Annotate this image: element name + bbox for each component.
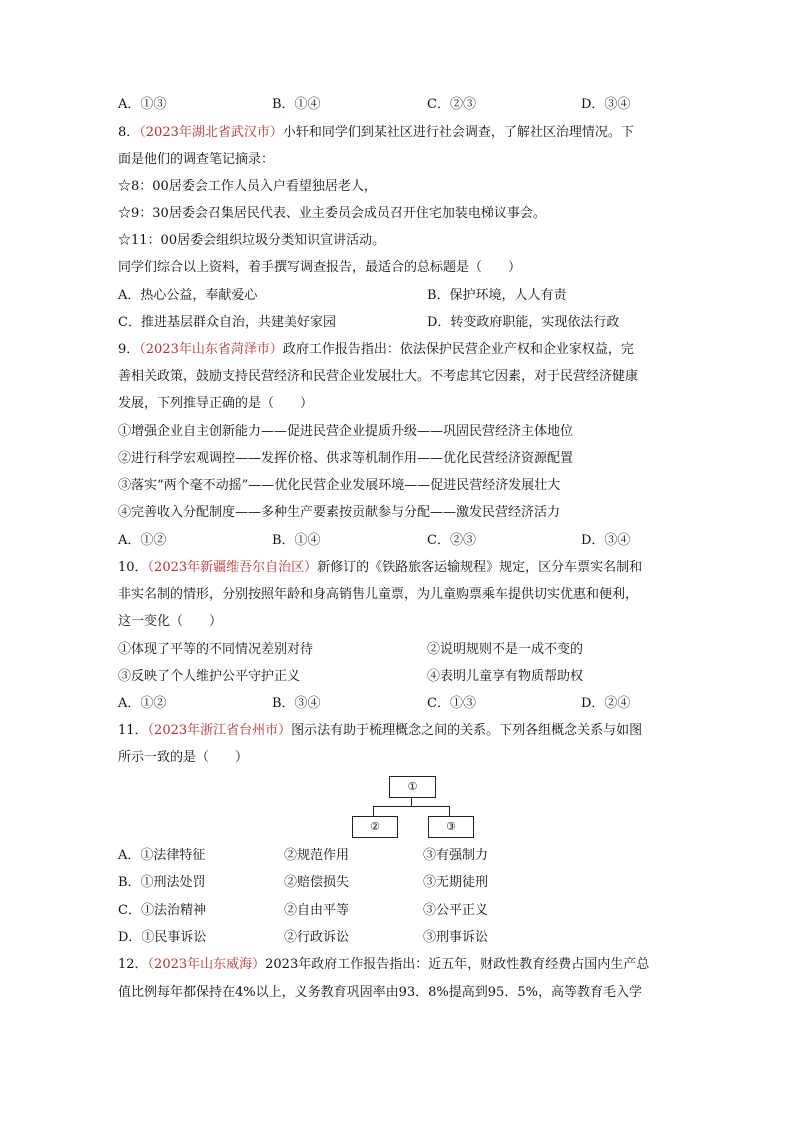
q11-option-d-3: ③刑事诉讼 — [423, 930, 489, 945]
q8-number: 8． — [118, 125, 140, 140]
q10-stem-line-1 — [118, 559, 642, 577]
q10-item-3: ③反映了个人维护公平守护正义 — [118, 669, 301, 684]
q8-option-a: A．热心公益，奉献爱心 — [118, 288, 258, 303]
q8-option-c: C．推进基层群众自治，共建美好家园 — [118, 315, 336, 330]
diagram-connector-left — [373, 806, 374, 816]
q9-stem-3: 发展，下列推导正确的是（ ） — [118, 396, 314, 411]
q11-number: 11． — [118, 723, 148, 738]
q9-item-2: ②进行科学宏观调控——发挥价格、供求等机制作用——优化民营经济资源配置 — [118, 451, 574, 466]
q10-stem-1: 新修订的《铁路旅客运输规程》规定，区分车票实名制和 — [317, 560, 643, 575]
q11-option-a-2: ②规范作用 — [284, 848, 350, 863]
q9-option-a: A．①② — [118, 533, 167, 548]
q12-stem-2: 值比例每年都保持在4%以上，义务教育巩固率由93．8%提高到95．5%，高等教育毛入学 — [118, 985, 642, 1000]
q7-option-a: A．①③ — [118, 97, 167, 112]
q7-option-c: C．②③ — [427, 97, 476, 112]
q9-option-c: C．②③ — [427, 533, 476, 548]
diagram-connector-vertical — [411, 798, 412, 806]
q8-option-b: B．保护环境，人人有责 — [427, 288, 567, 303]
q11-option-a-1: A．①法律特征 — [118, 848, 206, 863]
q8-option-d: D．转变政府职能，实现依法行政 — [427, 315, 620, 330]
q11-option-c-2: ②自由平等 — [284, 903, 350, 918]
q11-option-a-3: ③有强制力 — [423, 848, 489, 863]
q8-note-2: ☆9：30居委会召集居民代表、业主委员会成员召开住宅加装电梯议事会。 — [118, 206, 546, 221]
q10-item-2: ②说明规则不是一成不变的 — [427, 642, 584, 657]
q9-item-4: ④完善收入分配制度——多种生产要素按贡献参与分配——激发民营经济活力 — [118, 505, 561, 520]
q8-stem-line-1 — [118, 124, 634, 142]
q8-note-3: ☆11：00居委会组织垃圾分类知识宣讲活动。 — [118, 233, 386, 248]
q8-stem-1: 小轩和同学们到某社区进行社会调查，了解社区治理情况。下 — [282, 125, 634, 140]
q8-note-1: ☆8：00居委会工作人员入户看望独居老人， — [118, 179, 377, 194]
q10-source: （2023年新疆维吾尔自治区） — [147, 560, 318, 575]
diagram-connector-horizontal — [373, 806, 450, 807]
diagram-left-box: ② — [352, 816, 398, 838]
q10-item-4: ④表明儿童享有物质帮助权 — [427, 669, 584, 684]
q11-stem-1: 图示法有助于梳理概念之间的关系。下列各组概念关系与如图 — [291, 723, 643, 738]
q10-stem-2: 非实名制的情形，分别按照年龄和身高销售儿童票，为儿童购票乘车提供切实优惠和便利， — [118, 587, 639, 602]
q9-number: 9． — [118, 342, 140, 357]
q12-stem-line-1 — [118, 956, 649, 974]
q10-number: 10． — [118, 560, 148, 575]
q9-item-3: ③落实“两个毫不动摇”——优化民营企业发展环境——促进民营经济发展壮大 — [118, 478, 561, 493]
q8-stem-2: 面是他们的调查笔记摘录： — [118, 152, 275, 167]
q9-stem-2: 善相关政策，鼓励支持民营经济和民营企业发展壮大。不考虑其它因素，对于民营经济健康 — [118, 369, 639, 384]
q8-question: 同学们综合以上资料，着手撰写调查报告，最适合的总标题是（ ） — [118, 260, 522, 275]
q8-source: （2023年湖北省武汉市） — [139, 125, 283, 140]
q10-item-1: ①体现了平等的不同情况差别对待 — [118, 642, 314, 657]
diagram-top-box: ① — [389, 776, 436, 798]
q12-source: （2023年山东威海） — [147, 957, 266, 972]
q7-option-d: D．③④ — [581, 97, 631, 112]
q10-option-d: D．②④ — [581, 696, 631, 711]
q11-option-b-2: ②赔偿损失 — [284, 875, 350, 890]
q9-stem-line-1 — [118, 341, 634, 359]
q9-option-d: D．③④ — [581, 533, 631, 548]
q9-source: （2023年山东省菏泽市） — [139, 342, 283, 357]
q11-option-c-3: ③公平正义 — [423, 903, 489, 918]
q10-option-c: C．①③ — [427, 696, 476, 711]
q11-stem-2: 所示一致的是（ ） — [118, 750, 249, 765]
q11-option-c-1: C．①法治精神 — [118, 903, 206, 918]
q11-option-b-1: B．①刑法处罚 — [118, 875, 206, 890]
q9-option-b: B．①④ — [272, 533, 321, 548]
q10-stem-3: 这一变化（ ） — [118, 614, 223, 629]
diagram-connector-right — [449, 806, 450, 816]
q10-option-b: B．③④ — [272, 696, 321, 711]
q9-item-1: ①增强企业自主创新能力——促进民营企业提质升级——巩固民营经济主体地位 — [118, 424, 574, 439]
q10-option-a: A．①② — [118, 696, 167, 711]
q11-option-b-3: ③无期徒刑 — [423, 875, 489, 890]
q11-stem-line-1 — [118, 722, 642, 740]
q12-stem-1: 2023年政府工作报告指出：近五年，财政性教育经费占国内生产总 — [265, 957, 650, 972]
q7-option-b: B．①④ — [272, 97, 321, 112]
q9-stem-1: 政府工作报告指出：依法保护民营企业产权和企业家权益，完 — [282, 342, 634, 357]
q11-option-d-2: ②行政诉讼 — [284, 930, 350, 945]
q11-source: （2023年浙江省台州市） — [147, 723, 292, 738]
diagram-right-box: ③ — [428, 816, 474, 838]
q11-option-d-1: D．①民事诉讼 — [118, 930, 207, 945]
q12-number: 12． — [118, 957, 148, 972]
